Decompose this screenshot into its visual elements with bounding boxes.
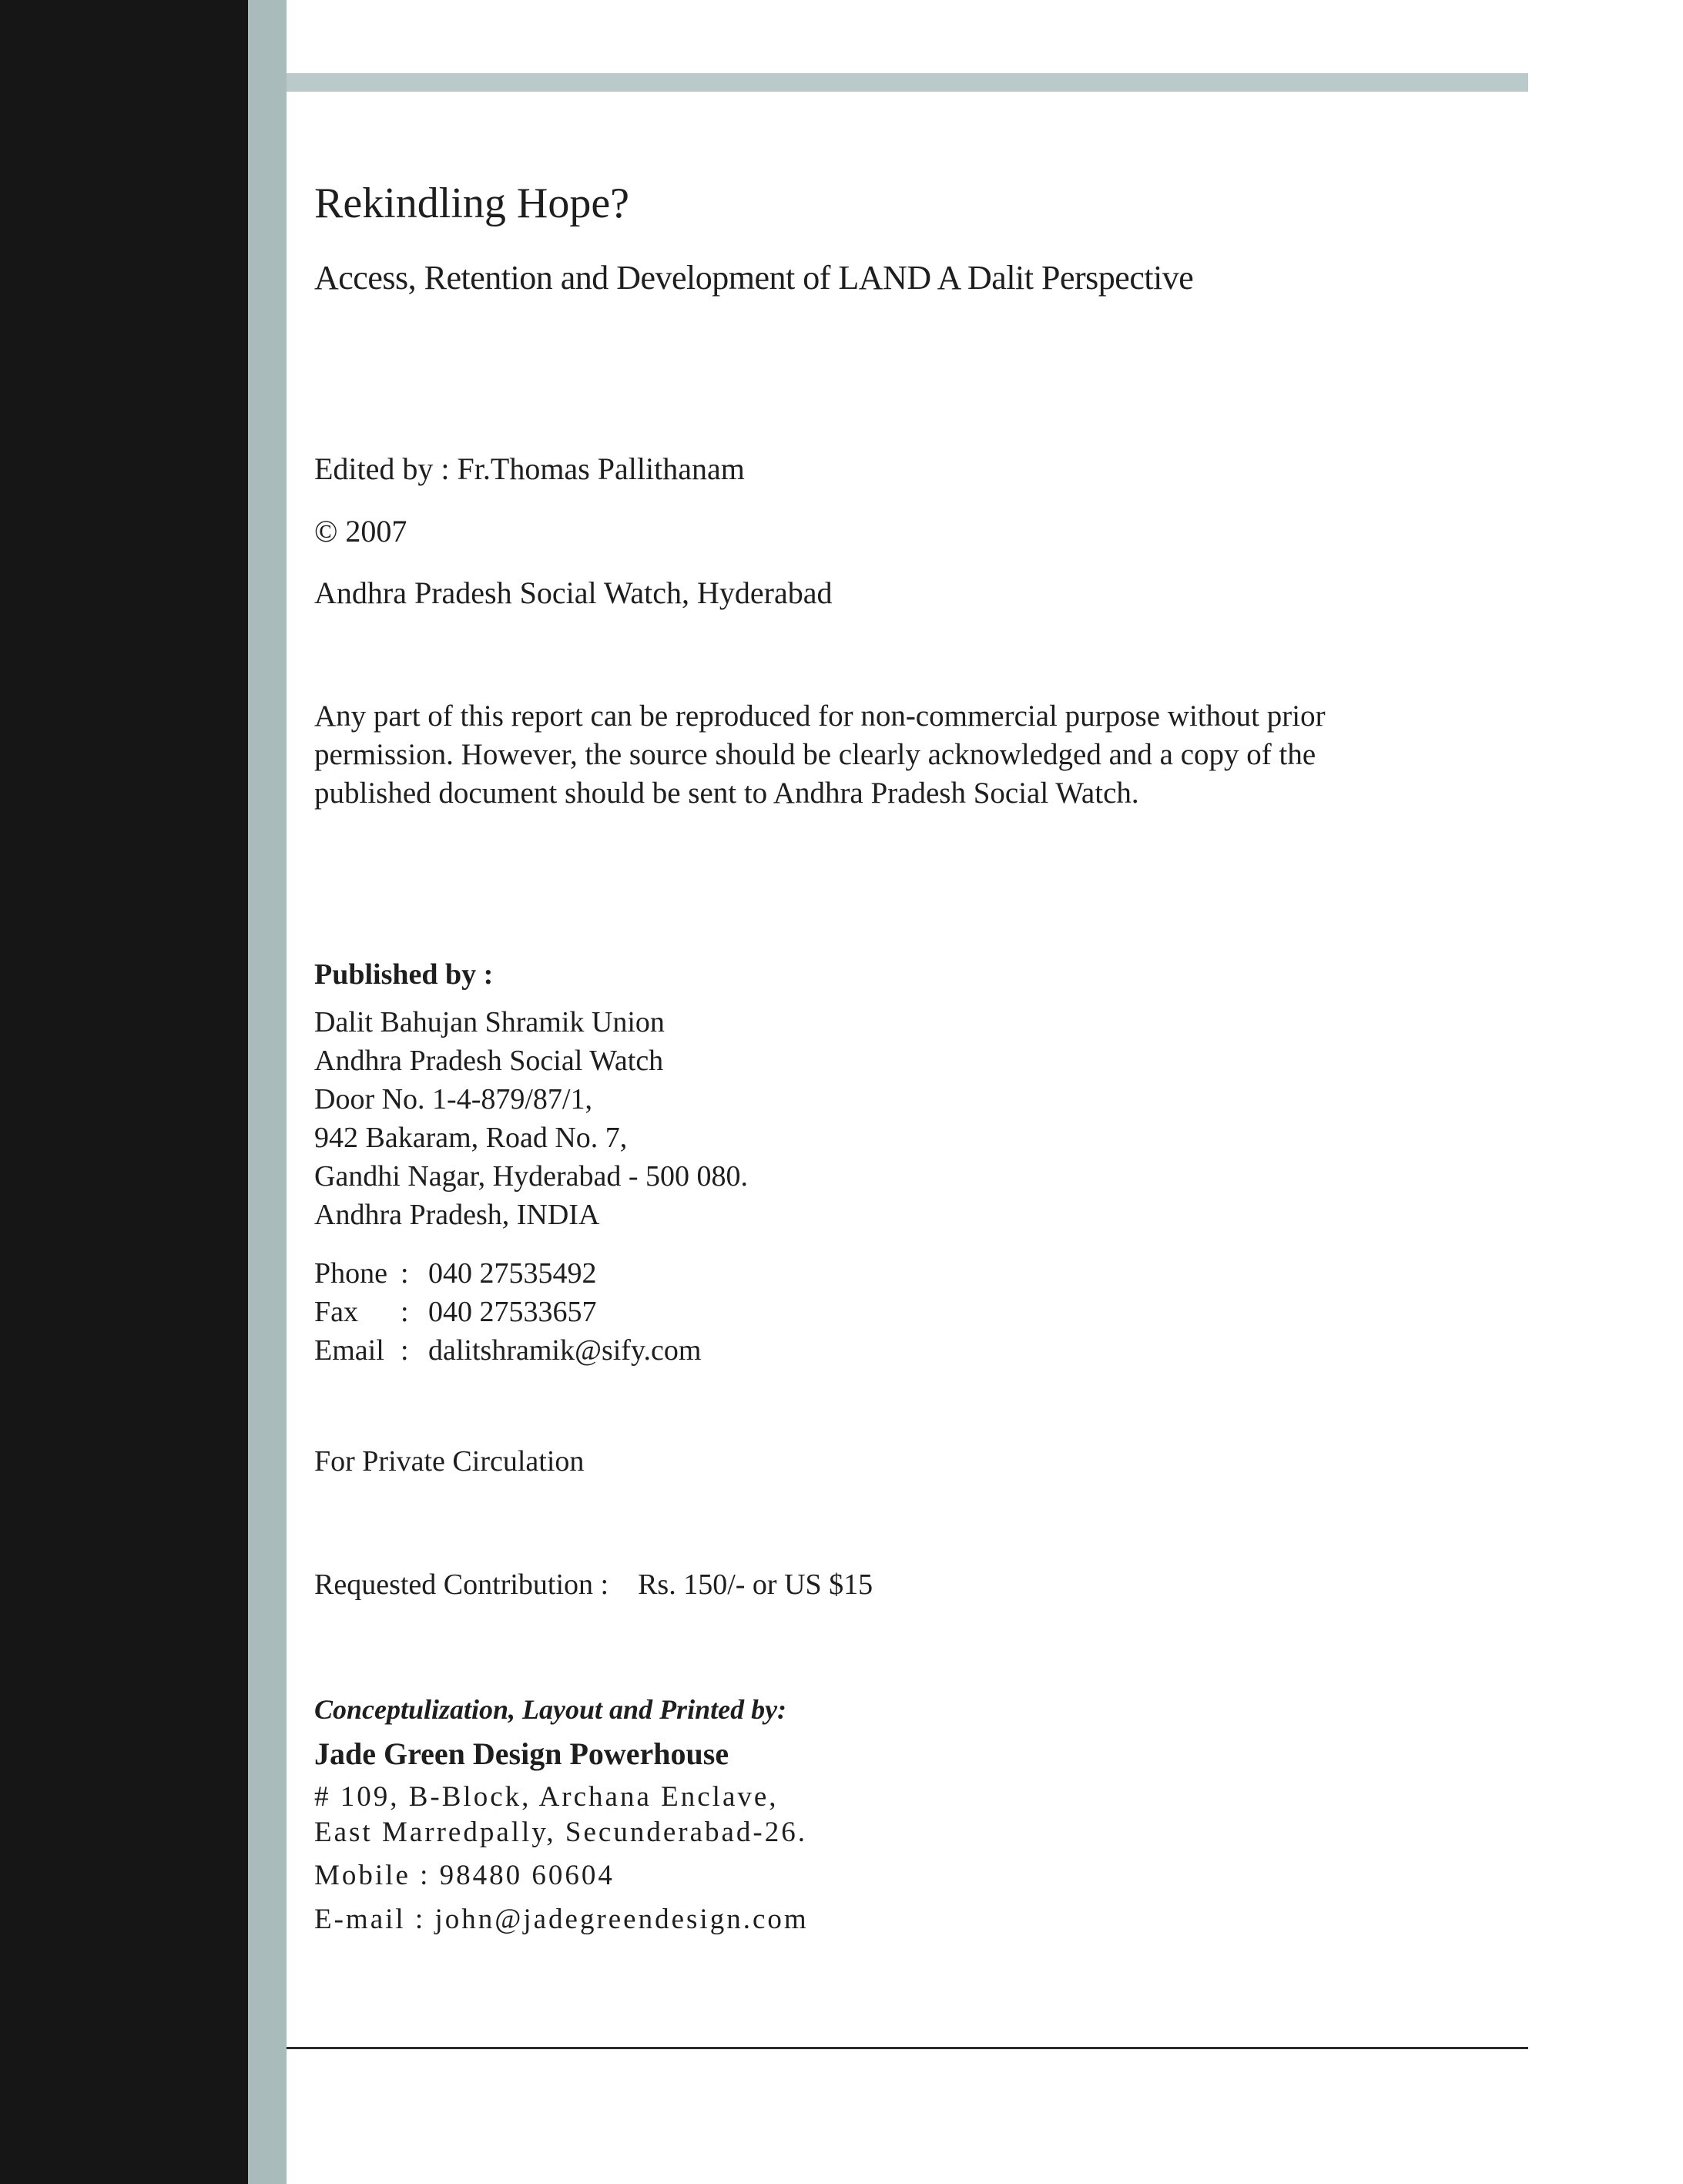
permission-paragraph [314, 697, 1423, 813]
contact-row-fax [314, 1293, 701, 1331]
contact-label: Fax [314, 1296, 358, 1328]
address-line: Andhra Pradesh, INDIA [314, 1199, 600, 1231]
contact-colon: : [401, 1296, 409, 1328]
left-grey-accent-bar [248, 0, 287, 2184]
address-line: Gandhi Nagar, Hyderabad - 500 080. [314, 1160, 749, 1193]
contact-row-email [314, 1331, 701, 1370]
permission-line: Any part of this report can be reproduced for non-commercial purpose without prior [314, 699, 1326, 733]
contact-value: 040 27533657 [428, 1296, 597, 1328]
printer-address-line: East Marredpally, Secunderabad-26. [314, 1817, 807, 1848]
contact-value: 040 27535492 [428, 1257, 597, 1290]
publisher-contact-block [314, 1254, 701, 1370]
contact-label: Phone [314, 1257, 387, 1290]
contact-label: Email [314, 1334, 384, 1367]
printer-address-line: # 109, B-Block, Archana Enclave, [314, 1781, 779, 1813]
copyright-line: © 2007 [314, 514, 407, 549]
printer-heading: Conceptulization, Layout and Printed by: [314, 1694, 787, 1725]
printer-name: Jade Green Design Powerhouse [314, 1736, 729, 1771]
address-line: Door No. 1-4-879/87/1, [314, 1083, 592, 1115]
contact-colon: : [401, 1257, 409, 1290]
document-subtitle: Access, Retention and Development of LAND A Dalit Perspective [314, 259, 1194, 297]
contact-colon: : [401, 1334, 409, 1367]
bottom-footer-rule [287, 2047, 1528, 2049]
address-line: Andhra Pradesh Social Watch [314, 1045, 664, 1077]
copyright-holder: Andhra Pradesh Social Watch, Hyderabad [314, 575, 833, 610]
permission-line: permission. However, the source should be clearly acknowledged and a copy of the [314, 738, 1316, 771]
permission-line: published document should be sent to Andhra Pradesh Social Watch. [314, 777, 1139, 810]
requested-contribution: Requested Contribution : Rs. 150/- or US $15 [314, 1568, 873, 1601]
printer-email: E-mail : john@jadegreendesign.com [314, 1904, 809, 1935]
contact-value: dalitshramik@sify.com [428, 1334, 702, 1367]
address-line: Dalit Bahujan Shramik Union [314, 1006, 665, 1038]
published-by-heading: Published by : [314, 958, 494, 991]
address-line: 942 Bakaram, Road No. 7, [314, 1122, 628, 1154]
top-header-rule [287, 73, 1528, 92]
contact-row-phone [314, 1254, 701, 1293]
document-title: Rekindling Hope? [314, 179, 630, 227]
editor-line: Edited by : Fr.Thomas Pallithanam [314, 451, 745, 486]
printer-mobile: Mobile : 98480 60604 [314, 1860, 615, 1891]
publisher-address [314, 1003, 748, 1234]
circulation-note: For Private Circulation [314, 1445, 585, 1478]
left-black-margin-bar [0, 0, 248, 2184]
